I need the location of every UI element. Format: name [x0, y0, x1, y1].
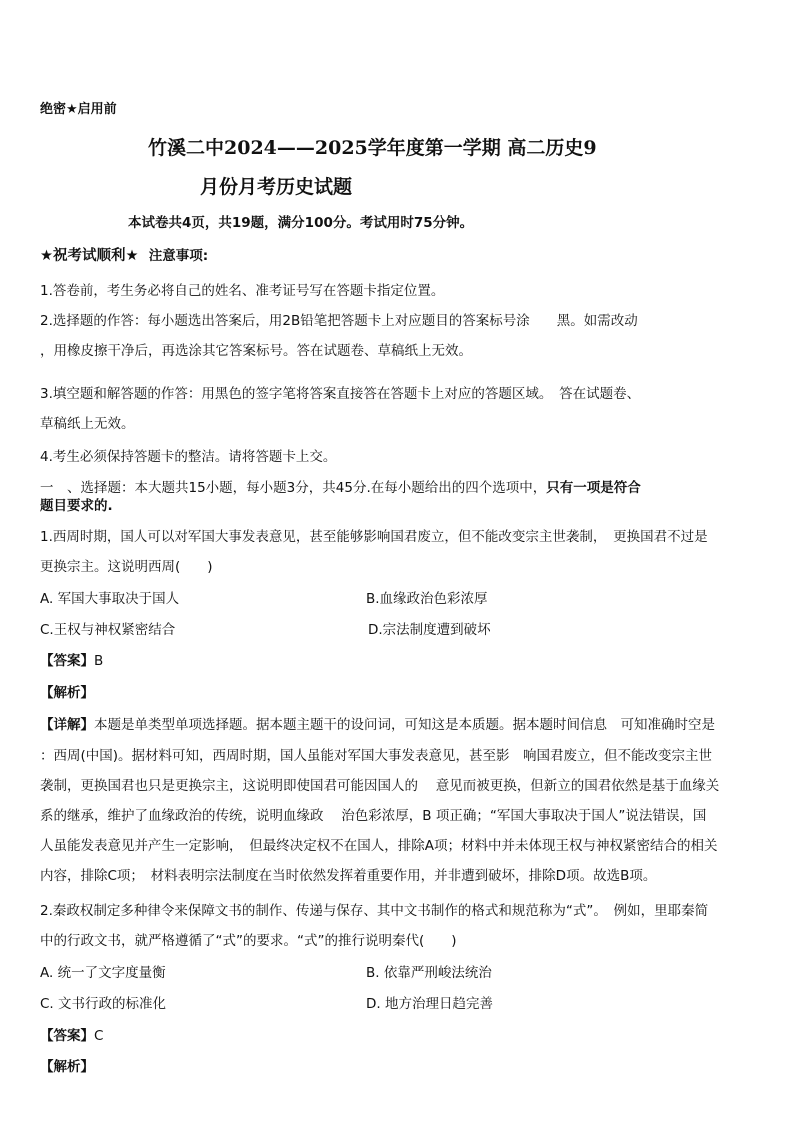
q1-analysis-label: 【解析】: [40, 685, 94, 701]
q2-option-c: C. 文书行政的标准化: [40, 996, 167, 1012]
q2-stem-line2: 中的行政文书，就严格遵循了“式”的要求。“式”的推行说明秦代( ): [40, 933, 457, 949]
notice-item-2-line1: 2.选择题的作答：每小题选出答案后，用2B铅笔把答题卡上对应题目的答案标号涂 黑。如需改动: [40, 313, 638, 329]
notice-item-2-line2: ，用橡皮擦干净后，再选涂其它答案标号。答在试题卷、草稿纸上无效。: [40, 343, 472, 359]
q1-answer: [40, 652, 754, 670]
notice-label: 注意事项:: [148, 248, 209, 264]
detail-label: 【详解】: [40, 717, 94, 733]
q2-option-d: D. 地方治理日趋完善: [366, 996, 493, 1012]
q1-detail-line1: [40, 716, 754, 734]
notice-item-3-line2: 草稿纸上无效。: [40, 416, 135, 432]
q1-detail-text: 本题是单类型单项选择题。据本题主题干的设问词，可知这是本质题。据本题时间信息 可知准确时空是: [94, 717, 715, 733]
q1-detail-line2: ：西周(中国)。据材料可知，西周时期，国人虽能对军国大事发表意见，甚至影 响国君废立，但不能改变宗主世: [40, 748, 713, 764]
notice-heading: [40, 247, 754, 265]
q1-option-d: D.宗法制度遭到破坏: [368, 622, 491, 638]
notice-item-3-line1: 3.填空题和解答题的作答：用黑色的签字笔将答案直接答在答题卡上对应的答题区域。 答在试题卷、: [40, 386, 641, 402]
q2-analysis-label: 【解析】: [40, 1059, 94, 1075]
answer-label: 【答案】: [40, 1028, 94, 1044]
q2-answer: [40, 1027, 754, 1045]
q1-detail-line5: 人虽能发表意见并产生一定影响， 但最终决定权不在国人，排除A项；材料中并未体现王权与神权紧密结合的相关: [40, 838, 718, 854]
q2-option-a: A. 统一了文字度量衡: [40, 965, 166, 981]
answer-label: 【答案】: [40, 653, 94, 669]
q1-answer-value: B: [94, 653, 104, 669]
section-heading-text: 一 、选择题：本大题共15小题，每小题3分，共45分.在每小题给出的四个选项中，: [40, 480, 547, 496]
exam-info: 本试卷共4页，共19题，满分100分。考试用时75分钟。: [128, 215, 474, 231]
q1-option-b: B.血缘政治色彩浓厚: [366, 591, 488, 607]
q2-answer-value: C: [94, 1028, 104, 1044]
exam-title-line2: 月份月考历史试题: [200, 176, 353, 198]
section-heading-emphasis: 只有一项是符合: [546, 480, 641, 496]
notice-item-4: 4.考生必须保持答题卡的整洁。请将答题卡上交。: [40, 449, 337, 465]
q2-stem-line1: 2.秦政权制定多种律令来保障文书的制作、传递与保存、其中文书制作的格式和规范称为“式”。 例如，里耶秦简: [40, 903, 709, 919]
q1-option-a: A. 军国大事取决于国人: [40, 591, 180, 607]
q1-detail-line4: 系的继承，维护了血缘政治的传统，说明血缘政 治色彩浓厚，B 项正确；“军国大事取决于国人”说法错误，国: [40, 808, 707, 824]
q1-option-c: C.王权与神权紧密结合: [40, 622, 176, 638]
q2-option-b: B. 依靠严刑峻法统治: [366, 965, 492, 981]
q1-stem-line2: 更换宗主。这说明西周( ): [40, 559, 213, 575]
q1-detail-line6: 内容，排除C项； 材料表明宗法制度在当时依然发挥着重要作用，并非遭到破坏，排除D项。故选B项。: [40, 868, 657, 884]
section-heading-line1: [40, 479, 754, 497]
good-luck-label: ★祝考试顺利★: [40, 248, 139, 264]
confidential-mark: 绝密★启用前: [40, 102, 117, 117]
q1-stem-line1: 1.西周时期，国人可以对军国大事发表意见，甚至能够影响国君废立，但不能改变宗主世袭制， 更换国君不过是: [40, 529, 708, 545]
exam-title-line1: 竹溪二中2024——2025学年度第一学期 高二历史9: [148, 137, 597, 159]
notice-item-1: 1.答卷前，考生务必将自己的姓名、准考证号写在答题卡指定位置。: [40, 283, 445, 299]
q1-detail-line3: 袭制，更换国君也只是更换宗主，这说明即使国君可能因国人的 意见而被更换，但新立的国君依然是基于血缘关: [40, 778, 720, 794]
section-heading-line2: 题目要求的.: [40, 498, 113, 514]
